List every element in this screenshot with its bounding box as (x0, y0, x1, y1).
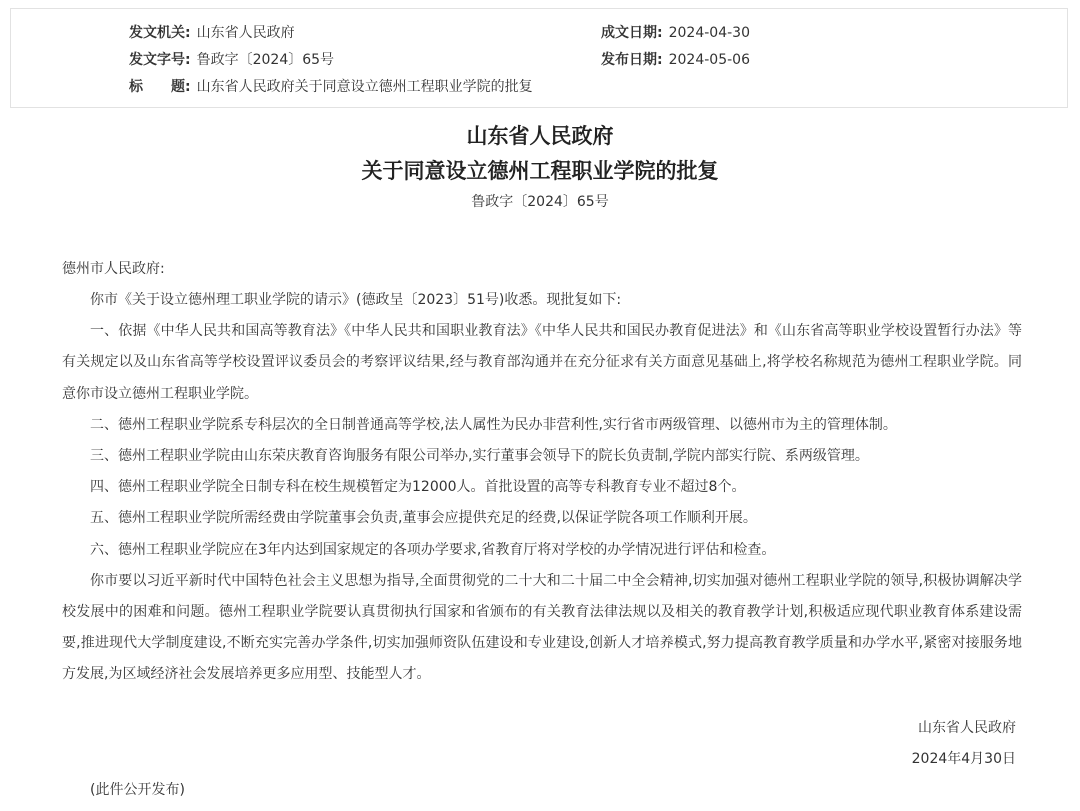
publish-date-row (601, 50, 750, 70)
title-label: 标 题: (129, 79, 191, 95)
paragraph-item-5: 五、德州工程职业学院所需经费由学院董事会负责,董事会应提供充足的经费,以保证学院各项工作顺利开展。 (90, 510, 757, 527)
paragraph-item-4: 四、德州工程职业学院全日制专科在校生规模暂定为12000人。首批设置的高等专科教育专业不超过8个。 (90, 479, 746, 496)
written-date-value: 2024-04-30 (668, 25, 750, 41)
written-date-row (601, 23, 750, 43)
title-row (129, 77, 533, 97)
title-value: 山东省人民政府关于同意设立德州工程职业学院的批复 (196, 79, 533, 95)
document-heading-line1: 山东省人民政府 (466, 124, 614, 148)
signature-date: 2024年4月30日 (911, 751, 1016, 767)
document-heading-line2: 关于同意设立德州工程职业学院的批复 (361, 159, 719, 183)
doc-number-label: 发文字号: (129, 52, 191, 68)
salutation: 德州市人民政府: (62, 261, 165, 277)
publish-date-label: 发布日期: (601, 52, 663, 68)
signature-issuer: 山东省人民政府 (918, 720, 1016, 736)
doc-number-row (129, 50, 334, 70)
paragraph-intro: 你市《关于设立德州理工职业学院的请示》(德政呈〔2023〕51号)收悉。现批复如下: (90, 292, 622, 308)
issuer-value: 山东省人民政府 (196, 25, 295, 41)
document-number: 鲁政字〔2024〕65号 (471, 194, 609, 210)
written-date-label: 成文日期: (601, 25, 663, 41)
paragraph-item-6: 六、德州工程职业学院应在3年内达到国家规定的各项办学要求,省教育厅将对学校的办学情况进行评估和检查。 (90, 541, 776, 558)
doc-number-value: 鲁政字〔2024〕65号 (196, 52, 335, 68)
paragraph-item-2: 二、德州工程职业学院系专科层次的全日制普通高等学校,法人属性为民办非营利性,实行省市两级管理、以德州市为主的管理体制。 (90, 416, 897, 433)
paragraph-item-1: 一、依据《中华人民共和国高等教育法》《中华人民共和国职业教育法》《中华人民共和国民办教育促进法》和《山东省高等职业学校设置暂行办法》等有关规定以及山东省高等学校设置评议委员会的考察评议结果,经与教育部沟通并在充分征求有关方面意见基础上,将学校名称规范为德州工程职业学院。同意你市设立德州工程职业学院。 (62, 323, 1022, 402)
publication-note: (此件公开发布) (90, 782, 185, 798)
paragraph-closing: 你市要以习近平新时代中国特色社会主义思想为指导,全面贯彻党的二十大和二十届二中全会精神,切实加强对德州工程职业学院的领导,积极协调解决学校发展中的困难和问题。德州工程职业学院要认真贯彻执行国家和省颁布的有关教育法律法规以及相关的教育教学计划,积极适应现代职业教育体系建设需要,推进现代大学制度建设,不断充实完善办学条件,切实加强师资队伍建设和专业建设,创新人才培养模式,努力提高教育教学质量和办学水平,紧密对接服务地方发展,为区域经济社会发展培养更多应用型、技能型人才。 (62, 572, 1022, 683)
paragraph-item-3: 三、德州工程职业学院由山东荣庆教育咨询服务有限公司举办,实行董事会领导下的院长负责制,学院内部实行院、系两级管理。 (90, 448, 869, 465)
issuer-row (129, 23, 295, 43)
document-metadata-panel (10, 8, 1068, 108)
publish-date-value: 2024-05-06 (668, 52, 750, 68)
document-body (62, 285, 1022, 691)
issuer-label: 发文机关: (129, 25, 191, 41)
